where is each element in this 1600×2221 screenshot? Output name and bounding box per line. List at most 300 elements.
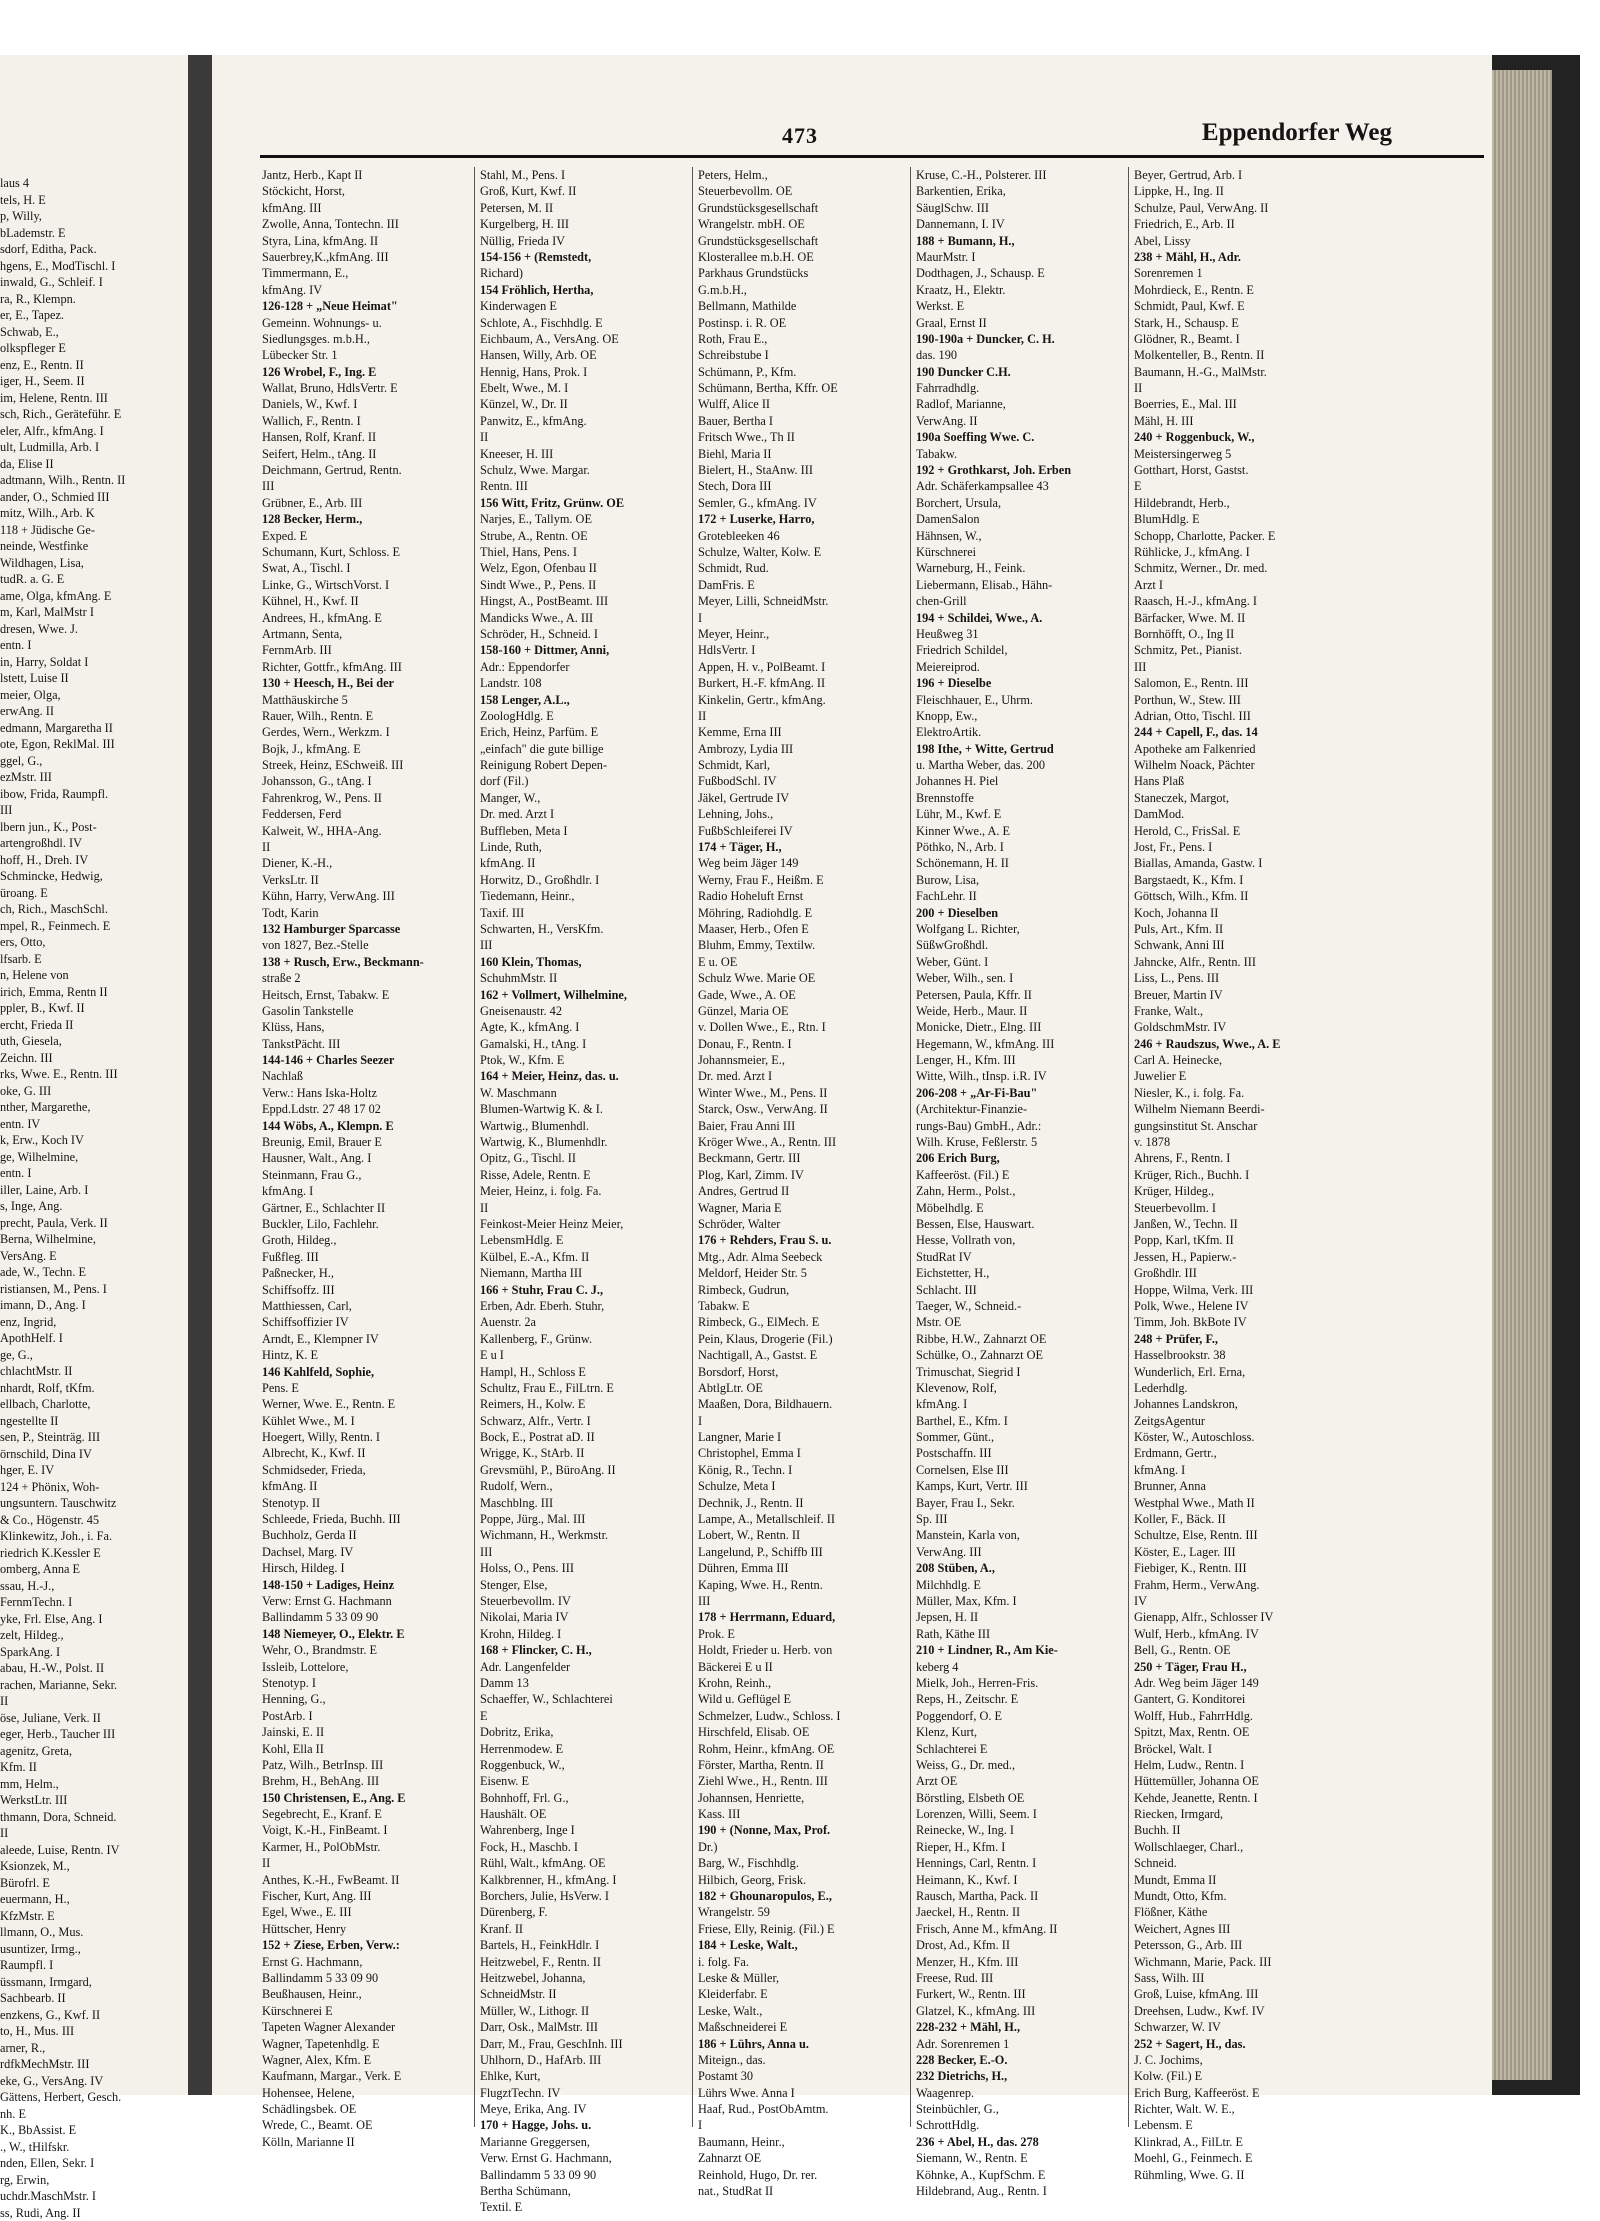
directory-entry: Steuerbevollm. OE [698,183,908,199]
directory-entry: Meldorf, Heider Str. 5 [698,1265,908,1281]
directory-entry: 232 Dietrichs, H., [916,2068,1126,2084]
directory-entry: Dr. med. Arzt I [698,1068,908,1084]
directory-entry: Linke, G., WirtschVorst. I [262,577,472,593]
header-rule [260,155,1484,158]
directory-entry: Koch, Johanna II [1134,905,1344,921]
directory-entry: Daniels, W., Kwf. I [262,396,472,412]
directory-entry: Hennig, Hans, Prok. I [480,364,690,380]
directory-entry: Brunner, Anna [1134,1478,1344,1494]
directory-entry: Gamalski, H., tAng. I [480,1036,690,1052]
directory-entry: Leske, Walt., [698,2003,908,2019]
directory-entry: 236 + Abel, H., das. 278 [916,2134,1126,2150]
directory-entry: Dachsel, Marg. IV [262,1544,472,1560]
directory-entry: 208 Stüben, A., [916,1560,1126,1576]
directory-entry: 228 Becker, E.-O. [916,2052,1126,2068]
directory-entry: Barkentien, Erika, [916,183,1126,199]
directory-entry: Plog, Karl, Zimm. IV [698,1167,908,1183]
directory-entry: Petersen, M. II [480,200,690,216]
directory-entry: Mtg., Adr. Alma Seebeck [698,1249,908,1265]
directory-entry: E u. OE [698,954,908,970]
directory-entry: Richter, Gottfr., kfmAng. III [262,659,472,675]
directory-entry: precht, Paula, Verk. II [0,1215,186,1232]
directory-entry: Köster, E., Lager. III [1134,1544,1344,1560]
directory-entry: Sachbearb. II [0,1990,186,2007]
directory-entry: Dr.) [698,1839,908,1855]
directory-entry: Jantz, Herb., Kapt II [262,167,472,183]
directory-entry: Jahncke, Alfr., Rentn. III [1134,954,1344,970]
directory-entry: Nachtigall, A., Gastst. E [698,1347,908,1363]
directory-entry: Hintz, K. E [262,1347,472,1363]
directory-entry: üroang. E [0,885,186,902]
directory-entry: II [1134,380,1344,396]
directory-entry: Hausner, Walt., Ang. I [262,1150,472,1166]
left-page [0,55,188,2095]
directory-entry: ZeitgsAgentur [1134,1413,1344,1429]
directory-entry: ElektroArtik. [916,724,1126,740]
directory-entry: Reps, H., Zeitschr. E [916,1691,1126,1707]
directory-entry: Barthel, E., Kfm. I [916,1413,1126,1429]
directory-entry: Schleede, Frieda, Buchh. III [262,1511,472,1527]
directory-entry: Postinsp. i. R. OE [698,315,908,331]
directory-entry: inwald, G., Schleif. I [0,274,186,291]
directory-entry: Dechnik, J., Rentn. II [698,1495,908,1511]
directory-entry: Jainski, E. II [262,1724,472,1740]
directory-entry: Bartels, H., FeinkHdlr. I [480,1937,690,1953]
directory-entry: Fußfleg. III [262,1249,472,1265]
directory-entry: Niemann, Martha III [480,1265,690,1281]
directory-entry: SparkAng. I [0,1644,186,1661]
directory-entry: Flößner, Käthe [1134,1904,1344,1920]
directory-entry: Borsdorf, Horst, [698,1364,908,1380]
directory-entry: Dobritz, Erika, [480,1724,690,1740]
directory-entry: Müller, Max, Kfm. I [916,1593,1126,1609]
directory-entry: iger, H., Seem. II [0,373,186,390]
directory-entry: Westphal Wwe., Math II [1134,1495,1344,1511]
directory-entry: Boerries, E., Mal. III [1134,396,1344,412]
directory-entry: Witte, Wilh., tInsp. i.R. IV [916,1068,1126,1084]
directory-entry: Lampe, A., Metallschleif. II [698,1511,908,1527]
directory-entry: III [262,478,472,494]
directory-entry: Trimuschat, Siegrid I [916,1364,1126,1380]
directory-entry: Gneisenaustr. 42 [480,1003,690,1019]
directory-entry: Landstr. 108 [480,675,690,691]
directory-entry: Menzer, H., Kfm. III [916,1954,1126,1970]
directory-entry: KfzMstr. E [0,1908,186,1925]
directory-entry: ch, Rich., MaschSchl. [0,901,186,918]
directory-entry: Schwank, Anni III [1134,937,1344,953]
directory-entry: Paßnecker, H., [262,1265,472,1281]
directory-entry: in, Harry, Soldat I [0,654,186,671]
directory-entry: nat., StudRat II [698,2183,908,2199]
directory-entry: Artmann, Senta, [262,626,472,642]
directory-entry: Franke, Walt., [1134,1003,1344,1019]
directory-entry: Helm, Ludw., Rentn. I [1134,1757,1344,1773]
directory-entry: Buckler, Lilo, Fachlehr. [262,1216,472,1232]
directory-entry: Breunig, Emil, Brauer E [262,1134,472,1150]
directory-entry: 210 + Lindner, R., Am Kie- [916,1642,1126,1658]
directory-entry: Karmer, H., PolObMstr. [262,1839,472,1855]
directory-entry: 144-146 + Charles Seezer [262,1052,472,1068]
directory-entry: Steinmann, Frau G., [262,1167,472,1183]
directory-entry: Appen, H. v., PolBeamt. I [698,659,908,675]
directory-entry: Schmitz, Pet., Pianist. [1134,642,1344,658]
directory-entry: 184 + Leske, Walt., [698,1937,908,1953]
directory-entry: Klüss, Hans, [262,1019,472,1035]
directory-entry: Hohensee, Helene, [262,2085,472,2101]
directory-entry: Wrede, C., Beamt. OE [262,2117,472,2133]
directory-entry: Baumann, H.-G., MalMstr. [1134,364,1344,380]
directory-entry: Schmidt, Karl, [698,757,908,773]
directory-entry: Henning, G., [262,1691,472,1707]
directory-entry: Friese, Elly, Reinig. (Fil.) E [698,1921,908,1937]
directory-entry: Külbel, E.-A., Kfm. II [480,1249,690,1265]
directory-entry: Hähnsen, W., [916,528,1126,544]
directory-entry: Ehlke, Kurt, [480,2068,690,2084]
directory-entry: Schwarten, H., VersKfm. [480,921,690,937]
directory-entry: Marianne Greggersen, [480,2134,690,2150]
directory-entry: Schmelzer, Ludw., Schloss. I [698,1708,908,1724]
directory-entry: VerwAng. II [916,413,1126,429]
directory-entry: Heitzwebel, F., Rentn. II [480,1954,690,1970]
directory-entry: Beckmann, Gertr. III [698,1150,908,1166]
column-divider [474,167,475,2127]
directory-entry: Lührs Wwe. Anna I [698,2085,908,2101]
directory-entry: Drost, Ad., Kfm. II [916,1937,1126,1953]
directory-entry: Baier, Frau Anni III [698,1118,908,1134]
directory-entry: BlumHdlg. E [1134,511,1344,527]
directory-entry: oke, G. III [0,1083,186,1100]
directory-entry: Johansson, G., tAng. I [262,773,472,789]
directory-entry: IV [1134,1593,1344,1609]
directory-entry: Streek, Heinz, ESchweiß. III [262,757,472,773]
directory-entry: meier, Olga, [0,687,186,704]
directory-entry: 164 + Meier, Heinz, das. u. [480,1068,690,1084]
directory-entry: Bärfacker, Wwe. M. II [1134,610,1344,626]
directory-entry: Hansen, Willy, Arb. OE [480,347,690,363]
directory-entry: Hilbich, Georg, Frisk. [698,1872,908,1888]
directory-entry: Voigt, K.-H., FinBeamt. I [262,1822,472,1838]
directory-entry: Mstr. OE [916,1314,1126,1330]
directory-entry: Bürofrl. E [0,1875,186,1892]
directory-entry: Diener, K.-H., [262,855,472,871]
directory-entry: ercht, Frieda II [0,1017,186,1034]
directory-entry: Carl A. Heinecke, [1134,1052,1344,1068]
directory-entry: FachLehr. II [916,888,1126,904]
directory-entry: Kühnel, H., Kwf. II [262,593,472,609]
directory-entry: Schmidseder, Frieda, [262,1462,472,1478]
directory-entry: Sauerbrey,K.,kfmAng. III [262,249,472,265]
directory-entry: Grotebleeken 46 [698,528,908,544]
directory-entry: DamenSalon [916,511,1126,527]
directory-entry: Friedrich, E., Arb. II [1134,216,1344,232]
directory-entry: Lübecker Str. 1 [262,347,472,363]
directory-entry: Schreibstube I [698,347,908,363]
directory-entry: Wilhelm Niemann Beerdi- [1134,1101,1344,1117]
directory-entry: m, Karl, MalMstr I [0,604,186,621]
page-number: 473 [782,123,818,149]
directory-entry: Bäckerei E u II [698,1659,908,1675]
directory-entry: Stenger, Else, [480,1577,690,1593]
directory-entry: Köhnke, A., KupfSchm. E [916,2167,1126,2183]
directory-entry: sdorf, Editha, Pack. [0,241,186,258]
directory-entry: PostArb. I [262,1708,472,1724]
directory-entry: ss, Rudi, Ang. II [0,2205,186,2221]
directory-entry: Taeger, W., Schneid.- [916,1298,1126,1314]
directory-entry: kfmAng. II [262,1478,472,1494]
directory-entry: Buchholz, Gerda II [262,1527,472,1543]
directory-entry: Tabakw. E [698,1298,908,1314]
directory-entry: II [262,839,472,855]
directory-entry: Grübner, E., Arb. III [262,495,472,511]
directory-entry: Hildebrand, Aug., Rentn. I [916,2183,1126,2199]
directory-entry: dresen, Wwe. J. [0,621,186,638]
directory-entry: p, Willy, [0,208,186,225]
directory-entry: i. folg. Fa. [698,1954,908,1970]
directory-entry: Lederhdlg. [1134,1380,1344,1396]
directory-entry: Meyer, Heinr., [698,626,908,642]
directory-entry: Issleib, Lottelore, [262,1659,472,1675]
directory-entry: Bargstaedt, K., Kfm. I [1134,872,1344,888]
directory-entry: Kass. III [698,1806,908,1822]
directory-entry: 144 Wöbs, A., Klempn. E [262,1118,472,1134]
directory-entry: Pein, Klaus, Drogerie (Fil.) [698,1331,908,1347]
directory-entry: von 1827, Bez.-Stelle [262,937,472,953]
directory-entry: Rentn. III [480,478,690,494]
directory-entry: Prok. E [698,1626,908,1642]
directory-entry: 244 + Capell, F., das. 14 [1134,724,1344,740]
directory-entry: Holdt, Frieder u. Herb. von [698,1642,908,1658]
directory-entry: Bayer, Frau I., Sekr. [916,1495,1126,1511]
column-divider [910,167,911,2127]
directory-entry: Kranf. II [480,1921,690,1937]
directory-entry: 166 + Stuhr, Frau C. J., [480,1282,690,1298]
directory-entry: Furkert, W., Rentn. III [916,1986,1126,2002]
directory-entry: Wallich, F., Rentn. I [262,413,472,429]
directory-entry: Schülke, O., Zahnarzt OE [916,1347,1126,1363]
directory-entry: Kurgelberg, H. III [480,216,690,232]
directory-entry: Rath, Käthe III [916,1626,1126,1642]
directory-entry: 196 + Dieselbe [916,675,1126,691]
directory-entry: Ahrens, F., Rentn. I [1134,1150,1344,1166]
directory-entry: Eichstetter, H., [916,1265,1126,1281]
directory-entry: Hesse, Vollrath von, [916,1232,1126,1248]
directory-entry: I [698,2117,908,2133]
directory-entry: Schumann, Kurt, Schloss. E [262,544,472,560]
directory-entry: Matthiessen, Carl, [262,1298,472,1314]
directory-entry: Popp, Karl, tKfm. II [1134,1232,1344,1248]
directory-entry: & Co., Högenstr. 45 [0,1512,186,1529]
directory-entry: Darr, Osk., MalMstr. III [480,2019,690,2035]
directory-entry: Molkenteller, B., Rentn. II [1134,347,1344,363]
directory-entry: Lobert, W., Rentn. II [698,1527,908,1543]
directory-entry: 148-150 + Ladiges, Heinz [262,1577,472,1593]
directory-entry: Wildhagen, Lisa, [0,555,186,572]
directory-entry: Tabakw. [916,446,1126,462]
directory-entry: Werner, Wwe. E., Rentn. E [262,1396,472,1412]
directory-entry: 190a Soeffing Wwe. C. [916,429,1126,445]
directory-entry: Johannes Landskron, [1134,1396,1344,1412]
directory-entry: Adr. Langenfelder [480,1659,690,1675]
directory-entry: Nüllig, Frieda IV [480,233,690,249]
directory-entry: rdfkMechMstr. III [0,2056,186,2073]
directory-entry: Barg, W., Fischhdlg. [698,1855,908,1871]
directory-entry: kfmAng. I [262,1183,472,1199]
directory-entry: 246 + Raudszus, Wwe., A. E [1134,1036,1344,1052]
directory-entry: FernmArb. III [262,642,472,658]
directory-entry: 154 Fröhlich, Hertha, [480,282,690,298]
directory-entry: eler, Alfr., kfmAng. I [0,423,186,440]
directory-entry: Lorenzen, Willi, Seem. I [916,1806,1126,1822]
directory-entry: Eisenw. E [480,1773,690,1789]
directory-entry: laus 4 [0,175,186,192]
directory-entry: Frahm, Herm., VerwAng. [1134,1577,1344,1593]
directory-entry: rungs-Bau) GmbH., Adr.: [916,1118,1126,1134]
directory-entry: Todt, Karin [262,905,472,921]
directory-entry: Dürenberg, F. [480,1904,690,1920]
directory-entry: Kallenberg, F., Grünw. [480,1331,690,1347]
directory-entry: Schwarz, Alfr., Vertr. I [480,1413,690,1429]
directory-entry: Tiedemann, Heinr., [480,888,690,904]
directory-entry: Roggenbuck, W., [480,1757,690,1773]
directory-entry: nther, Margarethe, [0,1099,186,1116]
directory-entry: Rieper, H., Kfm. I [916,1839,1126,1855]
directory-entry: Kruse, C.-H., Polsterer. III [916,167,1126,183]
directory-entry: Kaufmann, Margar., Verk. E [262,2068,472,2084]
directory-entry: Glatzel, K., kfmAng. III [916,2003,1126,2019]
directory-entry: Krohn, Hildeg. I [480,1626,690,1642]
directory-entry: Schönemann, H. II [916,855,1126,871]
directory-column-4 [916,167,1126,2199]
directory-entry: Arzt I [1134,577,1344,593]
directory-entry: 130 + Heesch, H., Bei der [262,675,472,691]
directory-entry: Steuerbevollm. IV [480,1593,690,1609]
directory-entry: FußbodSchl. IV [698,773,908,789]
directory-entry: Porthun, W., Stew. III [1134,692,1344,708]
column-divider [1128,167,1129,2127]
directory-entry: Künzel, W., Dr. II [480,396,690,412]
directory-entry: 190 Duncker C.H. [916,364,1126,380]
directory-entry: Großhdlr. III [1134,1265,1344,1281]
directory-entry: 162 + Vollmert, Wilhelmine, [480,987,690,1003]
directory-entry: Schädlingsbek. OE [262,2101,472,2117]
directory-entry: Uhlhorn, D., HafArb. III [480,2052,690,2068]
directory-entry: Stenotyp. II [262,1495,472,1511]
directory-entry: Meyer, Lilli, SchneidMstr. [698,593,908,609]
directory-entry: Schmitz, Werner., Dr. med. [1134,560,1344,576]
directory-entry: Wrangelstr. mbH. OE [698,216,908,232]
directory-entry: Hildebrandt, Herb., [1134,495,1344,511]
directory-entry: irich, Emma, Rentn II [0,984,186,1001]
directory-entry: ggel, G., [0,753,186,770]
directory-entry: Adrian, Otto, Tischl. III [1134,708,1344,724]
directory-entry: Reimers, H., Kolw. E [480,1396,690,1412]
directory-entry: Wulf, Herb., kfmAng. IV [1134,1626,1344,1642]
directory-entry: Siemann, W., Rentn. E [916,2150,1126,2166]
directory-entry: Adr. Weg beim Jäger 149 [1134,1675,1344,1691]
directory-entry: Cornelsen, Else III [916,1462,1126,1478]
directory-entry: Wollschlaeger, Charl., [1134,1839,1344,1855]
directory-entry: Schulz Wwe. Marie OE [698,970,908,986]
directory-entry: Petersson, G., Arb. III [1134,1937,1344,1953]
directory-entry: Polk, Wwe., Helene IV [1134,1298,1344,1314]
directory-entry: Krohn, Reinh., [698,1675,908,1691]
directory-entry: neinde, Westfinke [0,538,186,555]
directory-entry: Jäkel, Gertrude IV [698,790,908,806]
directory-entry: Gade, Wwe., A. OE [698,987,908,1003]
directory-entry: Berna, Wilhelmine, [0,1231,186,1248]
directory-entry: DamFris. E [698,577,908,593]
directory-entry: Bohnhoff, Frl. G., [480,1790,690,1806]
directory-entry: 150 Christensen, E., Ang. E [262,1790,472,1806]
directory-entry: Maaßen, Dora, Bildhauern. [698,1396,908,1412]
directory-entry: Grundstücksgesellschaft [698,233,908,249]
directory-entry: Sommer, Günt., [916,1429,1126,1445]
directory-entry: Haushält. OE [480,1806,690,1822]
directory-entry: 186 + Lührs, Anna u. [698,2036,908,2052]
directory-entry: llmann, O., Mus. [0,1924,186,1941]
directory-entry: ssau, H.-J., [0,1578,186,1595]
directory-entry: Krüger, Hildeg., [1134,1183,1344,1199]
directory-entry: Hennings, Carl, Rentn. I [916,1855,1126,1871]
directory-entry: Schmidt, Paul, Kwf. E [1134,298,1344,314]
directory-entry: Thiel, Hans, Pens. I [480,544,690,560]
directory-entry: J. C. Jochims, [1134,2052,1344,2068]
directory-entry: s, Inge, Ang. [0,1198,186,1215]
directory-entry: Kinkelin, Gertr., kfmAng. [698,692,908,708]
directory-entry: Moehl, G., Feinmech. E [1134,2150,1344,2166]
directory-entry: k, Erw., Koch IV [0,1132,186,1149]
directory-entry: Graal, Ernst II [916,315,1126,331]
directory-entry: uth, Giesela, [0,1033,186,1050]
directory-entry: 118 + Jüdische Ge- [0,522,186,539]
directory-entry: tudR. a. G. E [0,571,186,588]
directory-entry: Klosterallee m.b.H. OE [698,249,908,265]
directory-entry: Langner, Marie I [698,1429,908,1445]
directory-entry: kfmAng. III [262,200,472,216]
directory-entry: usuntizer, Irmg., [0,1941,186,1958]
directory-entry: hger, E. IV [0,1462,186,1479]
directory-entry: Schulze, Walter, Kolw. E [698,544,908,560]
directory-entry: Lebensm. E [1134,2117,1344,2133]
directory-entry: 240 + Roggenbuck, W., [1134,429,1344,445]
directory-entry: Zwolle, Anna, Tontechn. III [262,216,472,232]
directory-entry: Erich Burg, Kaffeeröst. E [1134,2085,1344,2101]
directory-entry: Stark, H., Schausp. E [1134,315,1344,331]
directory-entry: Wrangelstr. 59 [698,1904,908,1920]
directory-entry: Narjes, E., Tallym. OE [480,511,690,527]
directory-entry: 174 + Täger, H., [698,839,908,855]
directory-entry: Hirsch, Hildeg. I [262,1560,472,1576]
directory-entry: Wehr, O., Brandmstr. E [262,1642,472,1658]
directory-entry: Ebelt, Wwe., M. I [480,380,690,396]
directory-entry: Bluhm, Emmy, Textilw. [698,937,908,953]
directory-entry: ngestellte II [0,1413,186,1430]
directory-entry: Bock, E., Postrat aD. II [480,1429,690,1445]
directory-entry: Meiereiprod. [916,659,1126,675]
directory-entry: Grevsmühl, P., BüroAng. II [480,1462,690,1478]
directory-entry: SchneidMstr. II [480,1986,690,2002]
directory-entry: abau, H.-W., Polst. II [0,1660,186,1677]
directory-entry: 172 + Luserke, Harro, [698,511,908,527]
directory-entry: Matthäuskirche 5 [262,692,472,708]
directory-entry: Groß, Luise, kfmAng. III [1134,1986,1344,2002]
directory-entry: tels, H. E [0,192,186,209]
directory-entry: Förster, Martha, Rentn. II [698,1757,908,1773]
directory-entry: StudRat IV [916,1249,1126,1265]
directory-entry: 238 + Mähl, H., Adr. [1134,249,1344,265]
directory-entry: ers, Otto, [0,934,186,951]
directory-entry: Patz, Wilh., BetrInsp. III [262,1757,472,1773]
